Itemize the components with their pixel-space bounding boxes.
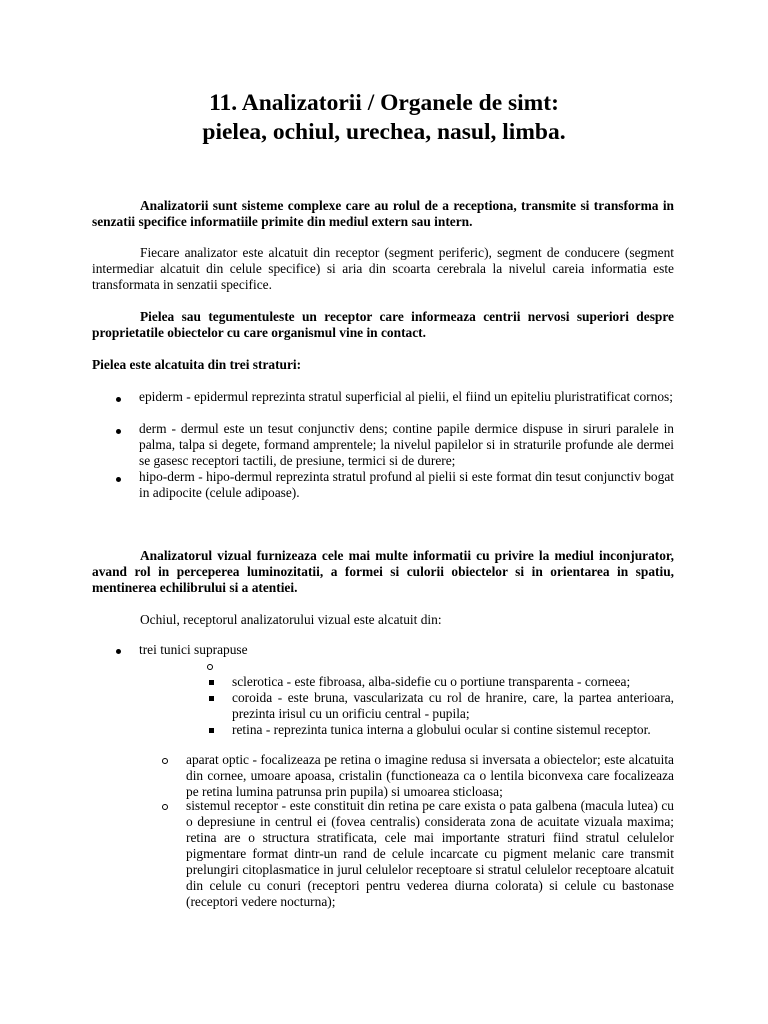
circle-bullet-icon (162, 758, 168, 764)
circle-bullet-icon (207, 664, 213, 670)
list-item-retina: retina - reprezinta tunica interna a globului ocular si contine sistemul receptor. (232, 722, 651, 737)
bullet-icon (116, 649, 121, 654)
skin-intro-paragraph: Pielea sau tegumentuleste un receptor care informeaza centrii nervosi superiori despre proprietatile obiectelor cu care organismul vine in contact. (92, 309, 674, 340)
square-bullet-icon (209, 680, 214, 685)
list-item-hipoderm: hipo-derm - hipo-dermul reprezinta stratul profund al pielii si este format din tesut conjunctiv bogat in adipocite (celule adipoase). (139, 469, 674, 500)
bullet-icon (116, 477, 121, 482)
list-item-epiderm: epiderm - epidermul reprezinta stratul superficial al pielii, el fiind un epiteliu pluristratificat cornos; (139, 389, 673, 404)
skin-layers-heading: Pielea este alcatuita din trei straturi: (92, 357, 302, 372)
square-bullet-icon (209, 696, 214, 701)
page-title (0, 89, 768, 147)
bullet-icon (116, 397, 121, 402)
list-item-receptor-system: sistemul receptor - este constituit din retina pe care exista o pata galbena (macula lutea) cu o depresiune in centrul ei (fovea centralis) considerata zona de acuitate vizuala maxima; retina are o structura stratificata, cele mai importante straturi fiind stratul celulelor pigmentare format dintr-un rand de celule incarcate cu pigment melanic care transmit prelungiri citoplasmatice in jurul celulelor receptoare si stratul celulelor receptoare alcatuit din celule cu conuri (receptori pentru vederea diurna colorata) si celule cu bastonase (receptori vedere nocturna); (186, 798, 674, 909)
title-line-2: pielea, ochiul, urechea, nasul, limba. (202, 119, 566, 145)
list-item-optic-apparatus: aparat optic - focalizeaza pe retina o imagine redusa si inversata a obiectelor; este alcatuita din cornee, umoare apoasa, cristalin (functioneaza ca o lentila biconvexa care focalizeaza pe retina lumina patrunsa prin pupila) si umoarea sticloasa; (186, 752, 674, 799)
title-line-1: 11. Analizatorii / Organele de simt: (209, 90, 559, 116)
list-item-sclerotica: sclerotica - este fibroasa, alba-sidefie cu o portiune transparenta - corneea; (232, 674, 631, 689)
analyzer-structure-paragraph: Fiecare analizator este alcatuit din receptor (segment periferic), segment de conducere (segment intermediar alcatuit din celule specifice) si aria din scoarta cerebrala la nivelul careia informatia este transformata in senzatii specifice. (92, 245, 674, 292)
intro-paragraph: Analizatorii sunt sisteme complexe care au rolul de a receptiona, transmite si transforma in senzatii specifice informatiile primite din mediul extern sau intern. (92, 198, 674, 229)
bullet-icon (116, 429, 121, 434)
list-item-tunics: trei tunici suprapuse (139, 642, 248, 657)
list-item-derm: derm - dermul este un tesut conjunctiv dens; contine papile dermice dispuse in siruri paralele in palma, talpa si degete, formand amprentele; la nivelul papilelor si in straturile profunde ale dermei se gasesc receptori tactili, de presiune, termici si de durere; (139, 421, 674, 468)
circle-bullet-icon (162, 804, 168, 810)
list-item-coroida: coroida - este bruna, vascularizata cu rol de hranire, care, la partea anterioara, prezinta irisul cu un orificiu central - pupila; (232, 690, 674, 721)
visual-analyzer-paragraph: Analizatorul vizual furnizeaza cele mai multe informatii cu privire la mediul inconjurator, avand rol in perceperea luminozitatii, a formei si culorii obiectelor si in orientarea in spatiu, mentinerea echilibrului si a atentiei. (92, 548, 674, 595)
square-bullet-icon (209, 728, 214, 733)
eye-intro-paragraph: Ochiul, receptorul analizatorului vizual este alcatuit din: (140, 612, 442, 627)
